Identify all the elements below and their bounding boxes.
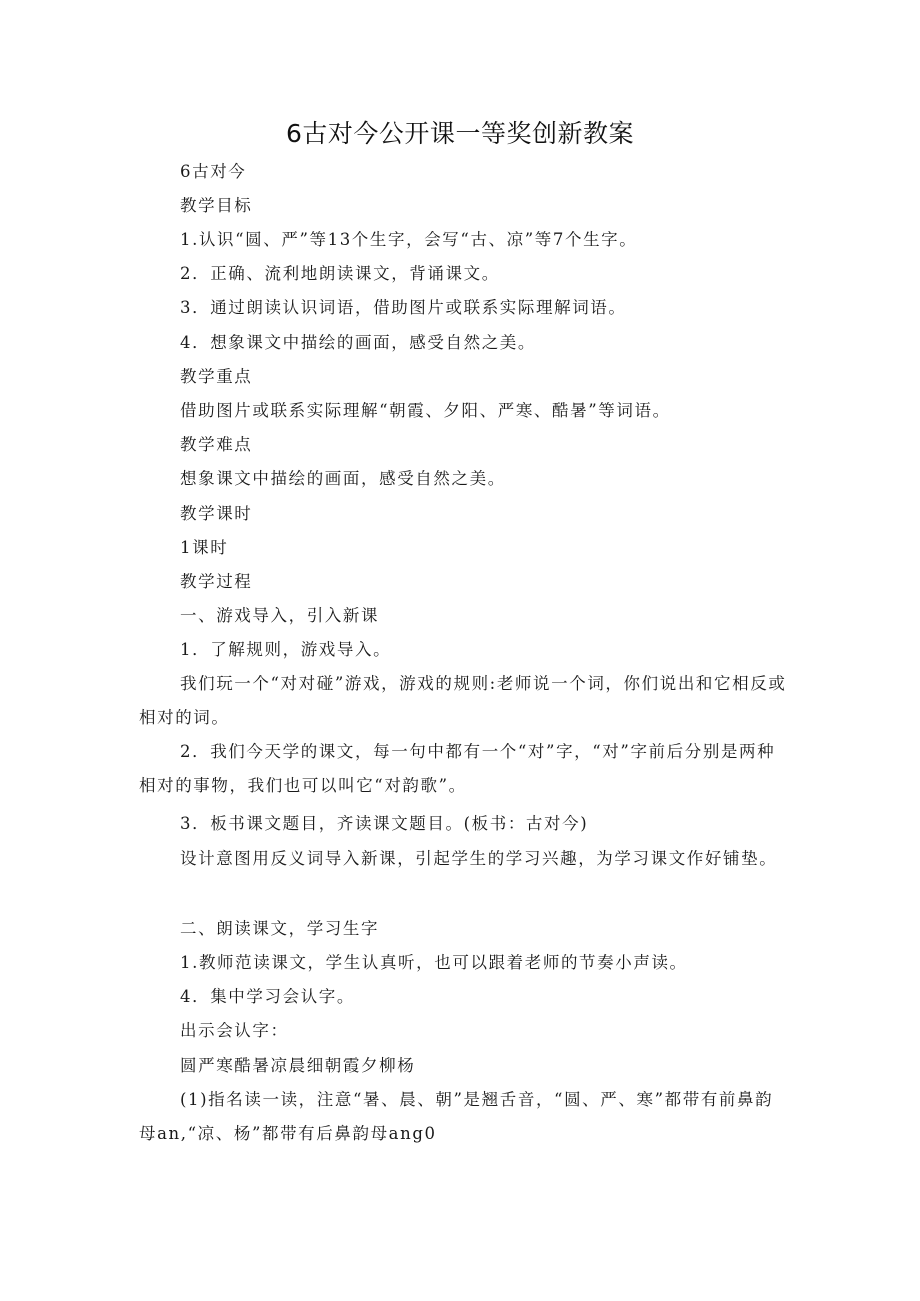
objective-4: 4．想象课文中描绘的画面，感受自然之美。	[180, 333, 536, 352]
heading-class-hours: 教学课时	[180, 504, 253, 523]
objective-3: 3．通过朗读认识词语，借助图片或联系实际理解词语。	[180, 298, 627, 317]
section-2-heading: 二、朗读课文，学习生字	[180, 919, 380, 938]
document-title: 6古对今公开课一等奖创新教案	[286, 119, 634, 148]
difficulties-text: 想象课文中描绘的画面，感受自然之美。	[180, 469, 506, 488]
heading-process: 教学过程	[180, 572, 253, 591]
heading-difficulties: 教学难点	[180, 435, 253, 454]
lesson-name: 6古对今	[180, 162, 247, 181]
key-points-text: 借助图片或联系实际理解“朝霞、夕阳、严寒、酷暑”等词语。	[180, 401, 671, 420]
show-characters-label: 出示会认字：	[180, 1021, 289, 1040]
heading-key-points: 教学重点	[180, 367, 253, 386]
objective-2: 2．正确、流利地朗读课文，背诵课文。	[180, 264, 500, 283]
pronunciation-paragraph: (1)指名读一读，注意“暑、晨、朝”是翘舌音，“圆、严、寒”都带有前鼻韵母an,“凉、杨”都带有后鼻韵母ang0	[139, 1090, 774, 1143]
step-2-4: 4．集中学习会认字。	[180, 987, 355, 1006]
section-1-heading: 一、游戏导入，引入新课	[180, 606, 380, 625]
design-intent-paragraph: 设计意图用反义词导入新课，引起学生的学习兴趣，为学习课文作好铺垫。	[180, 849, 778, 868]
objective-1: 1.认识“圆、严”等13个生字，会写“古、凉”等7个生字。	[180, 230, 638, 249]
class-hours-text: 1课时	[180, 538, 229, 557]
heading-objectives: 教学目标	[180, 196, 253, 215]
game-paragraph: 我们玩一个“对对碰”游戏，游戏的规则:老师说一个词，你们说出和它相反或相对的词。	[139, 674, 787, 727]
step-1-2-paragraph: 2．我们今天学的课文，每一句中都有一个“对”字，“对”字前后分别是两种相对的事物，我们也可以叫它“对韵歌”。	[139, 742, 776, 795]
step-1-1: 1．了解规则，游戏导入。	[180, 640, 392, 659]
step-2-1: 1.教师范读课文，学生认真听，也可以跟着老师的节奏小声读。	[180, 953, 688, 972]
characters-list: 圆严寒酷暑凉晨细朝霞夕柳杨	[180, 1056, 416, 1075]
step-1-3: 3．板书课文题目，齐读课文题目。(板书：古对今)	[180, 814, 589, 833]
